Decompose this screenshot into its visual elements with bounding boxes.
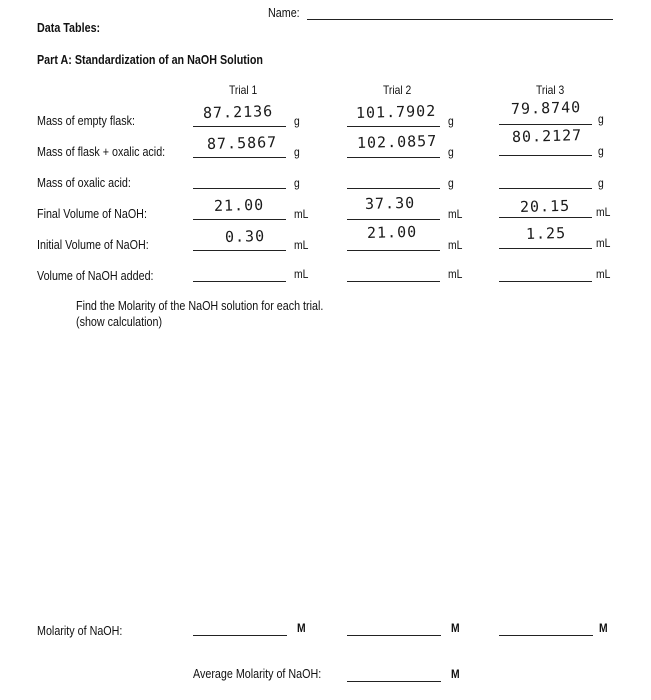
unit-ml: mL [596,269,611,281]
unit-ml: mL [596,238,611,250]
average-molarity-label: Average Molarity of NaOH: [193,667,322,681]
unit-ml: mL [596,207,611,219]
mass-empty-trial-2-field[interactable] [347,126,440,127]
unit-ml: mL [294,240,309,252]
mass-flask-acid-trial-2: 102.0857 [356,131,438,152]
final-vol-trial-2-field[interactable] [347,219,440,220]
mass-empty-trial-1: 87.2136 [202,102,274,122]
vol-added-trial-2-field[interactable] [347,281,440,282]
final-vol-trial-2: 37.30 [364,193,416,213]
unit-m: M [599,623,608,635]
mass-flask-acid-trial-2-field[interactable] [347,157,440,158]
unit-g: g [294,178,300,190]
initial-vol-trial-2-field[interactable] [347,250,440,251]
molarity-trial-1-field[interactable] [193,635,287,636]
mass-empty-trial-2: 101.7902 [355,101,437,122]
unit-g: g [294,147,300,159]
row-label-final-vol: Final Volume of NaOH: [37,207,147,221]
unit-m: M [297,623,306,635]
mass-acid-trial-2-field[interactable] [347,188,440,189]
unit-g: g [598,178,604,190]
unit-ml: mL [294,209,309,221]
initial-vol-trial-3-field[interactable] [499,248,592,249]
unit-g: g [448,178,454,190]
unit-g: g [294,116,300,128]
section-title: Data Tables: [37,21,101,35]
instruction-text: Find the Molarity of the NaOH solution for each trial. [76,299,324,313]
unit-g: g [448,147,454,159]
mass-empty-trial-1-field[interactable] [193,126,286,127]
mass-empty-trial-3-field[interactable] [499,124,592,125]
initial-vol-trial-3: 1.25 [525,223,567,243]
final-vol-trial-1: 21.00 [213,195,265,215]
row-label-initial-vol: Initial Volume of NaOH: [37,238,149,252]
unit-ml: mL [448,269,463,281]
mass-flask-acid-trial-1-field[interactable] [193,157,286,158]
molarity-trial-2-field[interactable] [347,635,441,636]
unit-ml: mL [294,269,309,281]
trial-2-header: Trial 2 [383,83,412,97]
unit-m: M [451,623,460,635]
mass-flask-acid-trial-1: 87.5867 [206,133,278,153]
mass-acid-trial-3-field[interactable] [499,188,592,189]
row-label-mass-empty: Mass of empty flask: [37,114,135,128]
molarity-trial-3-field[interactable] [499,635,593,636]
mass-acid-trial-1-field[interactable] [193,188,286,189]
final-vol-trial-3: 20.15 [519,196,571,216]
unit-m: M [451,669,460,681]
molarity-label: Molarity of NaOH: [37,624,123,638]
vol-added-trial-3-field[interactable] [499,281,592,282]
unit-g: g [598,146,604,158]
vol-added-trial-1-field[interactable] [193,281,286,282]
average-molarity-field[interactable] [347,681,441,682]
initial-vol-trial-1-field[interactable] [193,250,286,251]
unit-g: g [448,116,454,128]
trial-3-header: Trial 3 [536,83,565,97]
initial-vol-trial-2: 21.00 [366,222,418,242]
row-label-mass-acid: Mass of oxalic acid: [37,176,131,190]
part-title: Part A: Standardization of an NaOH Solution [37,53,263,67]
name-label: Name: [268,6,300,20]
final-vol-trial-1-field[interactable] [193,219,286,220]
row-label-vol-added: Volume of NaOH added: [37,269,154,283]
row-label-mass-flask-acid: Mass of flask + oxalic acid: [37,145,166,159]
mass-flask-acid-trial-3-field[interactable] [499,155,592,156]
unit-g: g [598,114,604,126]
trial-1-header: Trial 1 [229,83,258,97]
unit-ml: mL [448,240,463,252]
unit-ml: mL [448,209,463,221]
instruction-subtext: (show calculation) [76,315,163,329]
mass-empty-trial-3: 79.8740 [510,98,582,118]
mass-flask-acid-trial-3: 80.2127 [511,126,583,146]
initial-vol-trial-1: 0.30 [224,226,266,246]
name-field[interactable] [307,19,613,20]
final-vol-trial-3-field[interactable] [499,217,592,218]
